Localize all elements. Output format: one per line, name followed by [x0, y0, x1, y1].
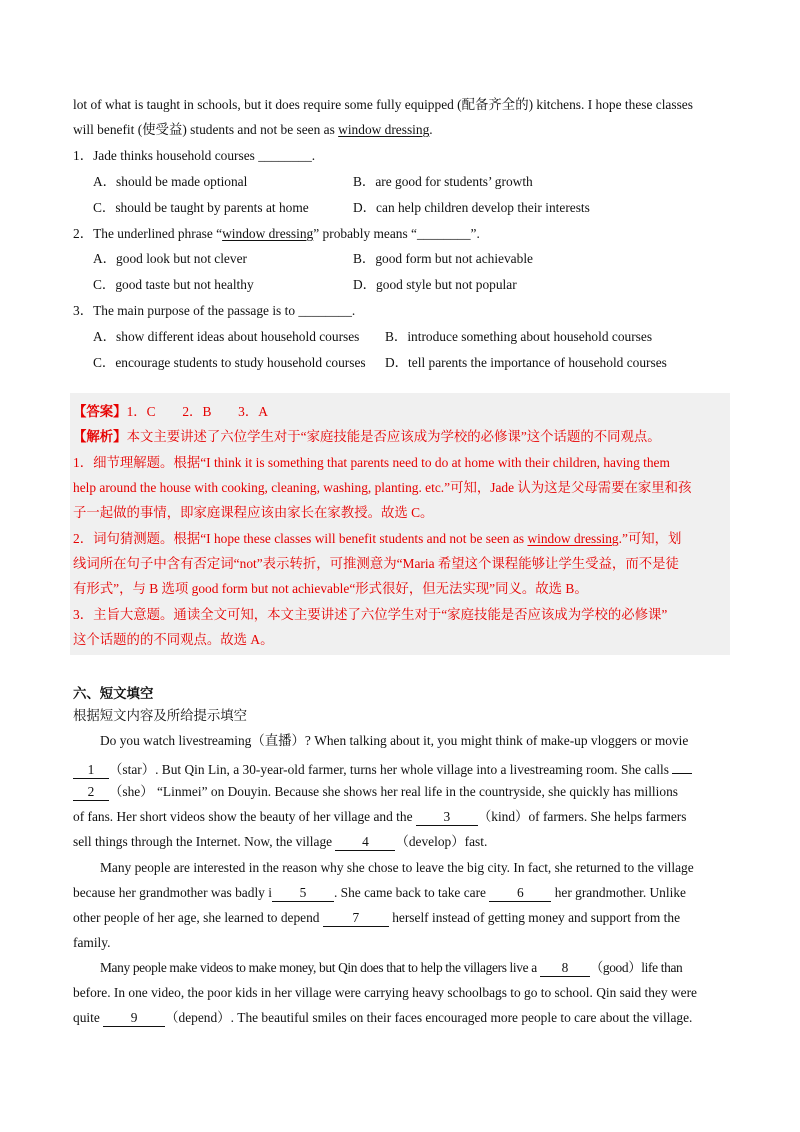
analysis-line: 子一起做的事情，即家庭课程应该由家长在家教授。故选 C。	[73, 505, 434, 520]
text: .	[429, 122, 433, 137]
analysis-intro	[73, 428, 728, 446]
question-2-option-d: D．good style but not popular	[353, 277, 517, 292]
answer-tag: 【答案】	[73, 404, 127, 419]
question-2-stem	[73, 225, 728, 243]
text: （star）. But Qin Lin, a 30-year-old farmer, turns her whole village into a livestreaming room. She calls	[109, 762, 669, 777]
text: quite	[73, 1010, 104, 1025]
text: （kind）of farmers. She helps farmers	[477, 809, 687, 824]
cloze-line	[73, 783, 728, 801]
text: herself instead of getting money and support from the	[388, 910, 681, 925]
question-1-option-b: B．are good for students’ growth	[353, 174, 533, 189]
section-instruction: 根据短文内容及所给提示填空	[73, 708, 248, 723]
blank-2[interactable]: 2	[73, 784, 109, 801]
underlined-phrase: window dressing	[222, 226, 314, 241]
analysis-line: 1．细节理解题。根据“I think it is something that parents need to do at home with their children, having them	[73, 455, 670, 470]
text: （good）life than	[589, 960, 683, 975]
question-2-option-c: C．good taste but not healthy	[93, 277, 254, 292]
text: ” probably means “________”.	[313, 226, 480, 241]
question-2-option-a: A．good look but not clever	[93, 251, 247, 266]
blank-1[interactable]: 1	[73, 762, 109, 779]
passage-line: lot of what is taught in schools, but it does require some fully equipped (配备齐全的) kitchens. I hope these classes	[73, 97, 693, 112]
text: sell things through the Internet. Now, the village	[73, 834, 336, 849]
analysis-text: 本文主要讲述了六位学生对于“家庭技能是否应该成为学校的必修课”这个话题的不同观点。	[126, 429, 661, 444]
text: （she） “Linmei” on Douyin. Because she shows her real life in the countryside, she quickly has millions	[109, 784, 678, 799]
underlined-phrase: window dressing	[527, 531, 619, 546]
question-2-option-b: B．good form but not achievable	[353, 251, 533, 266]
cloze-line: Many people are interested in the reason why she chose to leave the big city. In fact, she returned to the village	[100, 860, 694, 875]
analysis-line: 有形式”，与 B 选项 good form but not achievable“形式很好，但无法实现”同义。故选 B。	[73, 581, 588, 596]
cloze-line: before. In one video, the poor kids in her village were carrying heavy schoolbags to go to school. Qin said they were	[73, 985, 697, 1000]
cloze-line	[100, 959, 728, 977]
underlined-phrase: window dressing	[338, 122, 430, 137]
analysis-tag: 【解析】	[73, 429, 127, 444]
blank-8[interactable]: 8	[540, 960, 590, 977]
cloze-line	[73, 833, 728, 851]
question-3-stem: 3．The main purpose of the passage is to ________.	[73, 303, 356, 318]
question-3-option-a: A．show different ideas about household courses	[93, 329, 360, 344]
text: （depend）. The beautiful smiles on their faces encouraged more people to care about the village.	[165, 1010, 693, 1025]
text: 2．词句猜测题。根据“I hope these classes will benefit students and not be seen as	[73, 531, 528, 546]
question-1-option-d: D．can help children develop their interests	[353, 200, 590, 215]
blank-4[interactable]: 4	[335, 834, 395, 851]
cloze-line	[73, 808, 728, 826]
text: because her grandmother was badly i	[73, 885, 272, 900]
text: （develop）fast.	[395, 834, 488, 849]
text: other people of her age, she learned to depend	[73, 910, 323, 925]
analysis-line: 3．主旨大意题。通读全文可知，本文主要讲述了六位学生对于“家庭技能是否应该成为学校的必修课”	[73, 607, 668, 622]
cloze-line: Do you watch livestreaming（直播）? When talking about it, you might think of make-up vloggers or movie	[100, 733, 689, 748]
answer-keys: 1．C 2．B 3．A	[126, 404, 268, 419]
text: her grandmother. Unlike	[551, 885, 686, 900]
text: of fans. Her short videos show the beauty of her village and the	[73, 809, 416, 824]
cloze-line	[73, 1009, 728, 1027]
cloze-line	[73, 757, 728, 779]
blank-2-start	[672, 757, 692, 774]
section-title: 六、短文填空	[73, 687, 154, 702]
cloze-line	[73, 909, 728, 927]
analysis-line: 这个话题的的不同观点。故选 A。	[73, 632, 274, 647]
passage-line	[73, 121, 728, 139]
question-1-stem: 1．Jade thinks household courses ________.	[73, 148, 316, 163]
blank-6[interactable]: 6	[489, 885, 551, 902]
question-3-option-b: B．introduce something about household courses	[385, 329, 653, 344]
question-3-option-c: C．encourage students to study household courses	[93, 355, 366, 370]
blank-3[interactable]: 3	[416, 809, 478, 826]
blank-9[interactable]: 9	[103, 1010, 165, 1027]
analysis-line	[73, 530, 728, 548]
text: . She came back to take care	[333, 885, 490, 900]
text: 2．The underlined phrase “	[73, 226, 223, 241]
analysis-line: 线词所在句子中含有否定词“not”表示转折，可推测意为“Maria 希望这个课程能够让学生受益，而不是徒	[73, 556, 679, 571]
cloze-line	[73, 884, 728, 902]
question-3-option-d: D．tell parents the importance of household courses	[385, 355, 667, 370]
cloze-line: family.	[73, 935, 111, 950]
text: .”可知，划	[618, 531, 682, 546]
question-1-option-c: C．should be taught by parents at home	[93, 200, 309, 215]
blank-7[interactable]: 7	[323, 910, 389, 927]
text: will benefit (使受益) students and not be seen as	[73, 122, 339, 137]
analysis-line: help around the house with cooking, cleaning, washing, planting. etc.”可知，Jade 认为这是父母需要在家里和孩	[73, 480, 692, 495]
answer-line	[73, 403, 728, 421]
text: Many people make videos to make money, but Qin does that to help the villagers live a	[100, 960, 540, 975]
question-1-option-a: A．should be made optional	[93, 174, 248, 189]
blank-5[interactable]: 5	[272, 885, 334, 902]
